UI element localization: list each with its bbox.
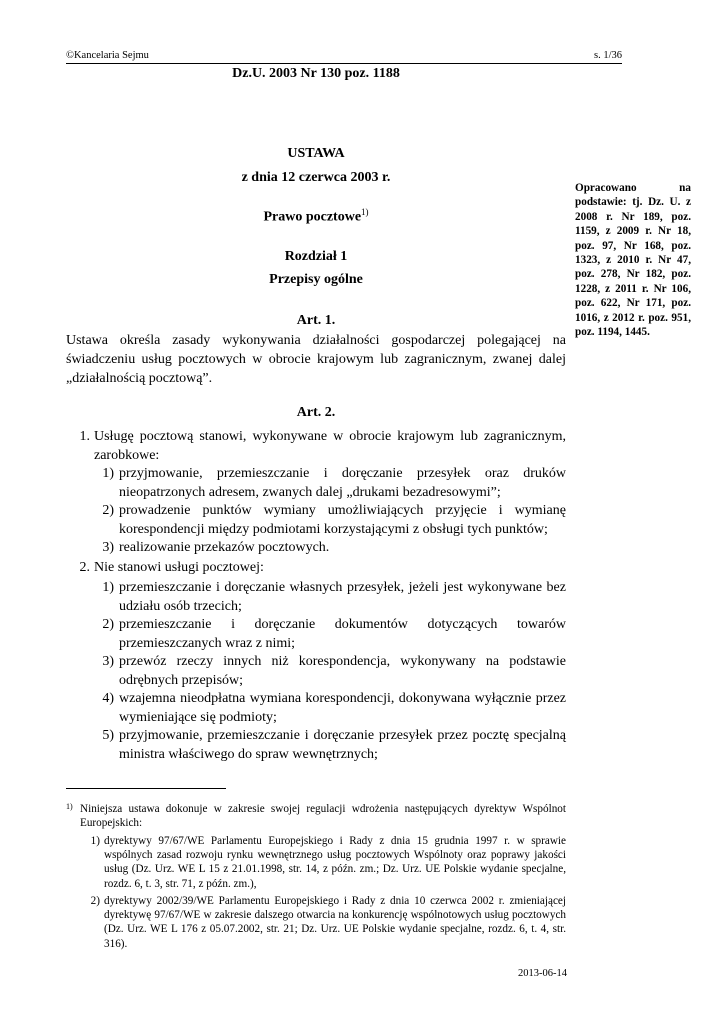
- list-item-text: przyjmowanie, przemieszczanie i doręczanie przesyłek przez pocztę specjalną ministra właściwego do spraw wewnętrznych;: [119, 728, 566, 762]
- paragraph-number: 1.: [79, 429, 90, 444]
- act-type: USTAWA: [287, 146, 345, 161]
- act-title-footnote-ref[interactable]: 1): [361, 207, 369, 217]
- chapter-number: Rozdział 1: [284, 249, 348, 264]
- page-number: s. 1/36: [593, 50, 622, 61]
- list-item-number: 3): [102, 654, 114, 669]
- list-item-text: przewóz rzeczy innych niż korespondencja, wykonywany na podstawie odrębnych przepisów;: [119, 654, 566, 688]
- paragraph-number: 2.: [79, 560, 90, 575]
- chapter-title: Przepisy ogólne: [269, 272, 363, 287]
- list-item-text: wzajemna nieodpłatna wymiana korespondencji, dokonywana wyłącznie przez wymieniające się podmioty;: [119, 691, 566, 725]
- footer-date: 2013-06-14: [518, 968, 567, 979]
- list-item-number: 3): [102, 540, 114, 555]
- header-source: ©Kancelaria Sejmu: [66, 50, 149, 61]
- list-item-number: 2): [102, 503, 114, 518]
- document-reference: Dz.U. 2003 Nr 130 poz. 1188: [232, 66, 400, 81]
- list-item-number: 5): [102, 728, 114, 743]
- art2-heading: Art. 2.: [296, 405, 336, 420]
- list-item-number: 2): [102, 617, 114, 632]
- list-item-text: przemieszczanie i doręczanie dokumentów dotyczących towarów przemieszczanych wraz z nimi;: [119, 617, 566, 651]
- footnote-item-number: 1): [90, 835, 100, 847]
- footnote-divider: [66, 788, 226, 789]
- footnote-item-number: 2): [90, 895, 100, 907]
- footnote-item-text: dyrektywy 2002/39/WE Parlamentu Europejskiego i Rady z dnia 10 czerwca 2002 r. zmieniającej dyrektywę 97/67/WE w zakresie dalszego otwarcia na konkurencję wspólnotowych usług pocztowych (Dz. Urz. WE L 176 z 05.07.2002, str. 21; Dz. Urz. UE Polskie wydanie specjalne, rozdz. 6, t. 4, str. 316).: [104, 895, 566, 950]
- list-item-text: przemieszczanie i doręczanie własnych przesyłek, jeżeli jest wykonywane bez udziału osób trzecich;: [119, 580, 566, 614]
- list-item-number: 4): [102, 691, 114, 706]
- list-item-text: realizowanie przekazów pocztowych.: [119, 540, 330, 555]
- footnote-mark: 1): [66, 802, 73, 811]
- art1-text: Ustawa określa zasady wykonywania działalności gospodarczej polegającej na świadczeniu usług pocztowych w obrocie krajowym lub zagranicznym, zwanej dalej „działalnością pocztową”.: [66, 333, 566, 386]
- header-divider: [66, 63, 622, 64]
- side-note: Opracowano na podstawie: tj. Dz. U. z 2008 r. Nr 189, poz. 1159, z 2009 r. Nr 18, poz. 97, Nr 168, poz. 1323, z 2010 r. Nr 47, poz. 278, Nr 182, poz. 1228, z 2011 r. Nr 106, poz. 622, Nr 171, poz. 1016, z 2012 r. poz. 951, poz. 1194, 1445.: [575, 182, 691, 339]
- list-item-text: prowadzenie punktów wymiany umożliwiających przyjęcie i wymianę korespondencji między podmiotami korzystającymi z obsługi tych punktów;: [119, 503, 566, 537]
- act-title-text: Prawo pocztowe: [263, 209, 362, 225]
- footnote-text: Niniejsza ustawa dokonuje w zakresie swojej regulacji wdrożenia następujących dyrektyw Wspólnot Europejskich:: [80, 803, 566, 830]
- footnote-item-text: dyrektywy 97/67/WE Parlamentu Europejskiego i Rady z dnia 15 grudnia 1997 r. w sprawie wspólnych zasad rozwoju rynku wewnętrznego usług pocztowych Wspólnoty oraz poprawy jakości usług (Dz. Urz. WE L 15 z 21.01.1998, str. 14, z późn. zm.; Dz. Urz. UE Polskie wydanie specjalne, rozdz. 6, t. 3, str. 71, z późn. zm.),: [104, 835, 566, 890]
- list-item-text: przyjmowanie, przemieszczanie i doręczanie przesyłek oraz druków nieopatrzonych adresem, zwanych dalej „drukami bezadresowymi”;: [119, 466, 566, 500]
- act-date: z dnia 12 czerwca 2003 r.: [241, 170, 391, 185]
- act-title: [66, 207, 566, 226]
- list-item-number: 1): [102, 466, 114, 481]
- list-item-number: 1): [102, 580, 114, 595]
- paragraph-text: Usługę pocztową stanowi, wykonywane w obrocie krajowym lub zagranicznym, zarobkowe:: [94, 429, 566, 463]
- paragraph-text: Nie stanowi usługi pocztowej:: [94, 560, 264, 575]
- art1-heading: Art. 1.: [296, 313, 336, 328]
